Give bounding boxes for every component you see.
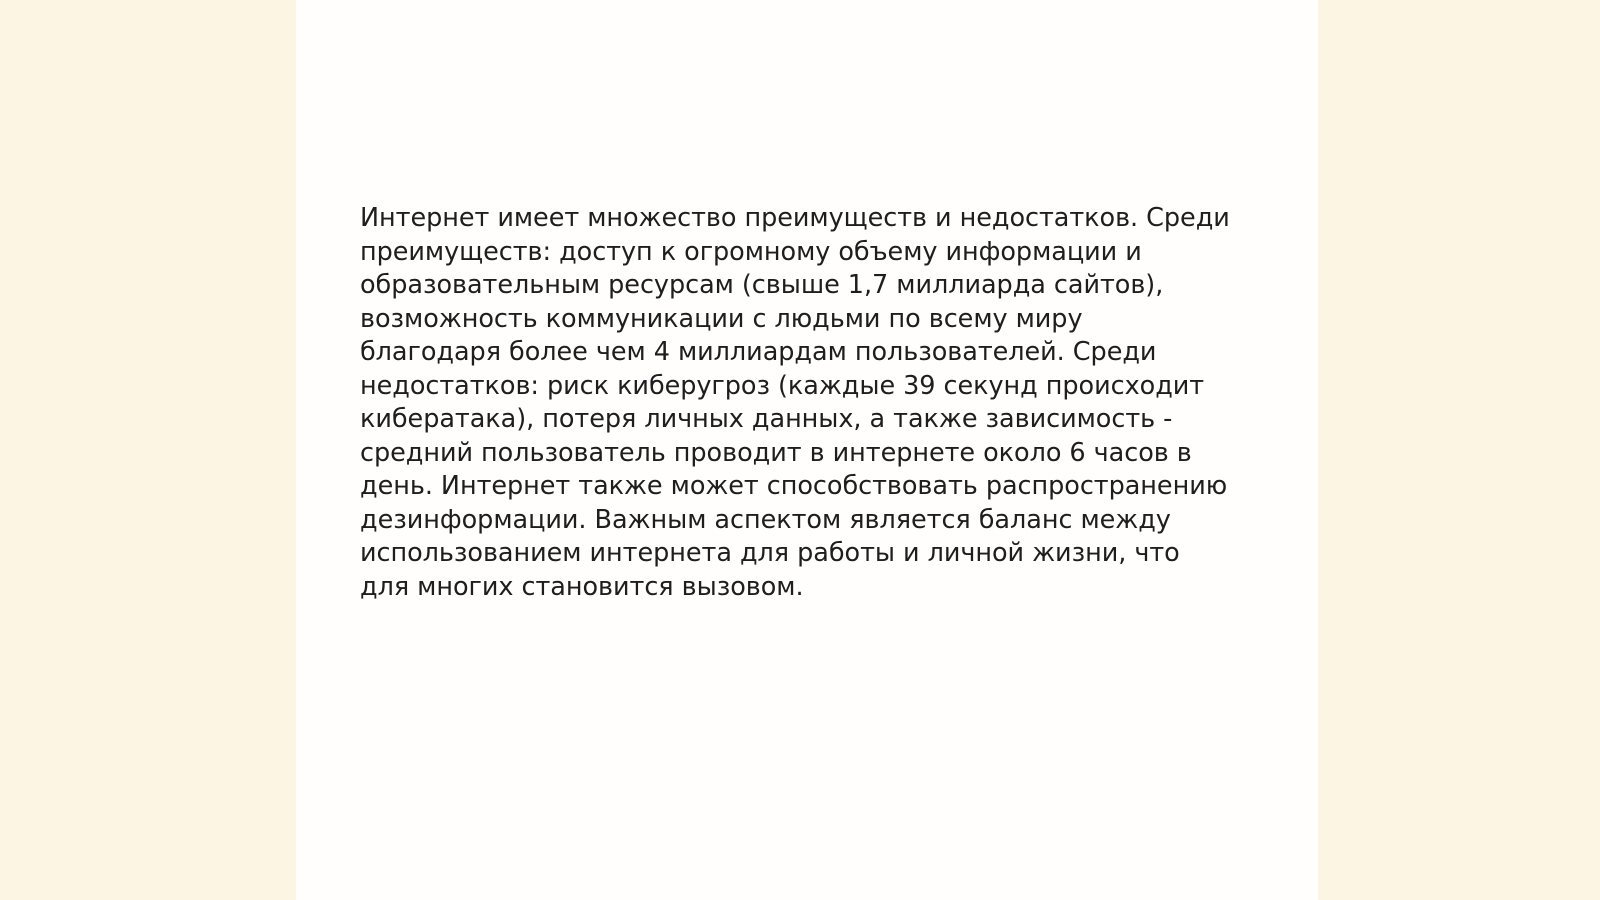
background-left-margin (0, 0, 296, 900)
paragraph-line: образовательным ресурсам (свыше 1,7 миллиарда сайтов), (360, 270, 1164, 300)
background-right-margin (1318, 0, 1600, 900)
paragraph-line: день. Интернет также может способствовать распространению (360, 471, 1228, 501)
paragraph-line: средний пользователь проводит в интернете около 6 часов в (360, 437, 1192, 468)
paragraph-line: кибератака), потеря личных данных, а также зависимость - (360, 404, 1173, 434)
paragraph-line: для многих становится вызовом. (360, 571, 804, 602)
paragraph-line: недостатков: риск киберугроз (каждые 39 секунд происходит (360, 370, 1205, 401)
paragraph-line: возможность коммуникации с людьми по всему миру (360, 303, 1083, 334)
paragraph-line: Интернет имеет множество преимуществ и недостатков. Среди (360, 203, 1230, 233)
paragraph-line: благодаря более чем 4 миллиардам пользователей. Среди (360, 337, 1157, 367)
paragraph-line: дезинформации. Важным аспектом является баланс между (360, 504, 1171, 535)
paragraph-line: преимуществ: доступ к огромному объему информации и (360, 236, 1142, 267)
paragraph-line: использованием интернета для работы и личной жизни, что (360, 538, 1180, 568)
body-paragraph (360, 202, 1240, 604)
